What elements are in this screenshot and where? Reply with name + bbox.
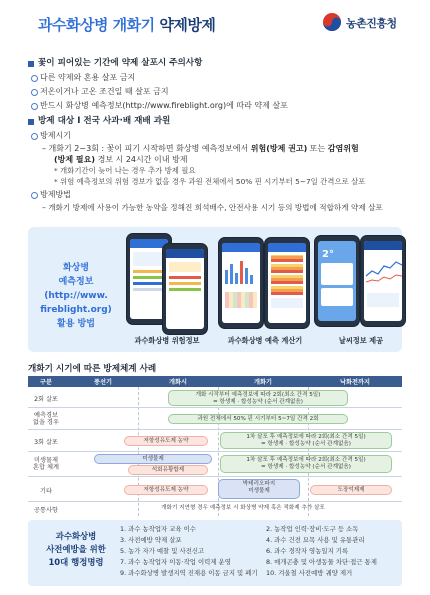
col-header: 풍선기: [94, 379, 112, 386]
schedule-bar: 저항성유도제 농약: [124, 485, 208, 495]
header: [0, 0, 430, 46]
admin-orders-left: [120, 524, 258, 579]
app-caption: 과수화상병 예측 계산기: [227, 336, 303, 345]
table-row: 미생물제 혼합 체계 미생물제 석회유황합제 1차 살포 후 예측정보에 따라 2회(최소 간격 5일) = 항생제 · 합성농약 (순서 관계없음): [28, 452, 402, 477]
col-header: 개화시: [169, 379, 187, 386]
admin-orders-box: [28, 520, 402, 586]
order-item: 8. 매개곤충 및 아생동물 차단·접근 통제: [266, 558, 377, 566]
section-heading: 꽃이 피어있는 기간에 약제 살포시 주의사항: [28, 58, 408, 69]
forecast-panel: [28, 227, 402, 352]
schedule-bar: 도장억제제: [310, 485, 392, 495]
table-row: 3회 살포 저항성유도제 농약 1차 살포 후 예측정보에 따라 2회(최소 간격 5일) = 항생제 · 합성농약 (순서 관계없음): [28, 430, 402, 452]
panel-title: 화상병 예측정보 (http://www. fireblight.org) 활용 방법: [40, 263, 112, 329]
caution-item: 다른 약제와 혼용 살포 금지: [28, 72, 408, 83]
table-title: 개화기 시기에 따른 방제체계 사례: [28, 364, 157, 374]
square-bullet-icon: [28, 61, 34, 67]
schedule-bar: 저항성유도제 농약: [124, 436, 208, 446]
rda-logo: [322, 12, 420, 34]
app-caption: 과수화상병 위험정보: [134, 336, 200, 345]
order-item: 2. 농작업 인력·장비·도구 등 소독: [266, 525, 359, 533]
app-risk-info[interactable]: [120, 231, 214, 346]
common-note: 개화기 지연형 경우 예측정보 시 화상병 약제 혹은 적화제 추가 살포: [161, 505, 325, 511]
phone-screenshot: 2°: [314, 235, 360, 327]
schedule-bar: 개화 시작부터 예측정보에 따라 2회(최소 간격 5일) = 항생제 · 합성농약 (순서 관계없음): [168, 390, 348, 406]
order-item: 7. 과수 농작업자 이동·작업 이력제 운영: [120, 558, 231, 566]
schedule-bar: 1차 살포 후 예측정보에 따라 2회(최소 간격 5일) = 항생제 · 합성농약 (순서 관계없음): [220, 455, 392, 473]
method-title: 방제방법: [28, 189, 408, 200]
caution-item: 저온이거나 고온 조건일 때 살포 금지: [28, 86, 408, 97]
order-item: 1. 과수 농작업자 교육 이수: [120, 525, 196, 533]
table-row: 2회 살포 개화 시작부터 예측정보에 따라 2회(최소 간격 5일) = 항생제 · 합성농약 (순서 관계없음): [28, 387, 402, 408]
title-part1: 과수화상병 개화기: [38, 16, 155, 34]
method-line: – 개화기 방제에 사용이 가능한 농약을 정해진 희석배수, 안전사용 시기 등의 방법에 적합하게 약제 살포: [42, 203, 383, 212]
table-row: 공통사항 개화기 지연형 경우 예측정보 시 화상병 약제 혹은 적화제 추가 살포: [28, 502, 402, 516]
section-cautions: [28, 58, 408, 111]
app-weather[interactable]: [314, 231, 408, 346]
spray-schedule-table: [28, 376, 402, 516]
phone-screenshot: [264, 237, 310, 329]
schedule-bar: 석회유황합제: [128, 465, 208, 475]
table-row: 기타 저항성유도제 농약 박테리오파지 미생물제 도장억제제: [28, 477, 402, 502]
admin-orders-title: 과수화상병 사전예방을 위한 10대 행정명령: [46, 531, 106, 567]
admin-orders-right: [266, 524, 377, 579]
schedule-bar: 박테리오파지 미생물제: [218, 479, 300, 499]
title-part2: 약제방제: [159, 16, 216, 34]
phone-screenshot: [360, 235, 406, 327]
phone-screenshot: [162, 243, 208, 335]
square-bullet-icon: [28, 119, 34, 125]
timing-line: (방제 필요) 경보 시 24시간 이내 방제: [54, 155, 188, 164]
app-caption: 날씨정보 제공: [338, 336, 384, 345]
timing-title: 방제시기: [28, 130, 408, 141]
timing-note: * 개화기간이 늦어 나는 경우 추가 방제 필요: [54, 166, 196, 175]
order-item: 4. 과수 건전 묘목 사용 및 유통관리: [266, 536, 365, 544]
page-title: [38, 14, 215, 35]
order-item: 5. 농가 자가 예찰 및 사전신고: [120, 547, 205, 555]
order-item: 3. 사전예방 약제 살포: [120, 536, 182, 544]
table-row: 예측경보 없을 경우 과원 전체에서 50% 핀 시기부터 5~7일 간격 2회: [28, 408, 402, 430]
logo-text: 농촌진흥청: [346, 17, 397, 30]
line-graph-icon: [364, 256, 402, 286]
schedule-bar: 과원 전체에서 50% 핀 시기부터 5~7일 간격 2회: [168, 414, 348, 424]
taegeuk-logo-icon: [322, 12, 342, 32]
caution-item: 반드시 화상병 예측정보(http://www.fireblight.org)에 따라 약제 살포: [28, 100, 408, 111]
section-heading: 방제 대상 I 전국 사과·배 재배 과원: [28, 116, 408, 127]
timing-line: – 개화기 2~3회 : 꽃이 피기 시작하면 화상병 예측정보에서 위험(방제 권고) 또는 감염위험: [42, 144, 359, 153]
table-header: [28, 376, 402, 387]
order-item: 9. 과수화상병 발생지역 진재용 이동 금지 및 폐기: [120, 569, 258, 577]
schedule-bar: 1차 살포 후 예측정보에 따라 2회(최소 간격 5일) = 항생제 · 합성농약 (순서 관계없음): [220, 432, 392, 449]
app-calculator[interactable]: [218, 231, 312, 346]
col-header: 낙화전까지: [340, 379, 370, 386]
col-header: 구분: [40, 379, 52, 386]
order-item: 10. 겨울철 사전예방 궤양 제거: [266, 569, 353, 577]
chart-thumbnail-icon: [222, 256, 260, 286]
section-targets: [28, 116, 408, 213]
timing-note: * 위험 예측정보의 위험 경보가 없을 경우 과원 전체에서 50% 핀 시기부터 5~7일 간격으로 살포: [54, 177, 366, 186]
schedule-bar: 미생물제: [94, 454, 212, 464]
phone-screenshot: [218, 237, 264, 329]
col-header: 개화기: [254, 379, 272, 386]
order-item: 6. 과수 경작자 영농일지 기록: [266, 547, 349, 555]
